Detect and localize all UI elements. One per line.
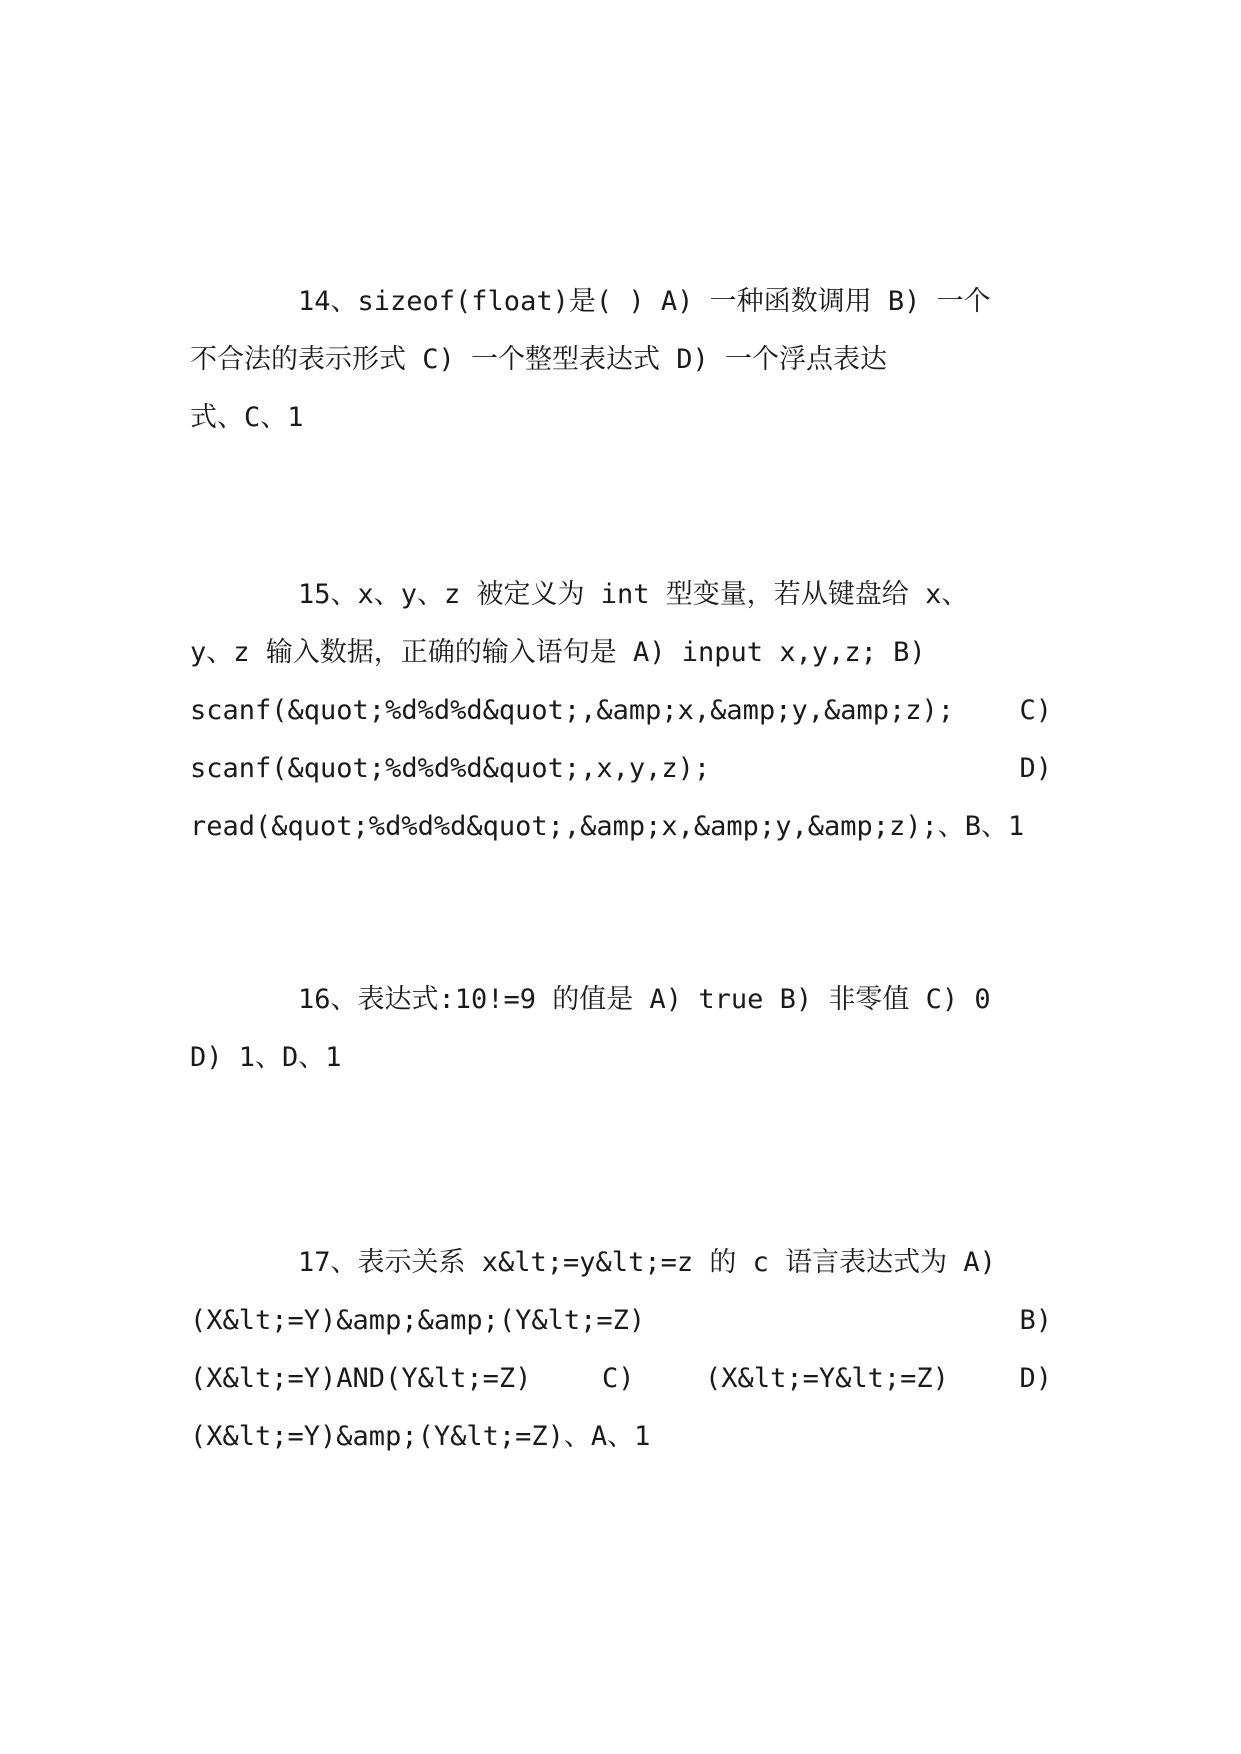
question-line: D) 1、D、1: [190, 1042, 342, 1073]
option-b-text: (X&lt;=Y)AND(Y&lt;=Z): [190, 1363, 532, 1394]
question-line: 式、C、1: [190, 402, 304, 433]
question-14: [190, 273, 1052, 447]
question-15: [190, 566, 1052, 856]
question-line: [190, 740, 1052, 798]
question-line: read(&quot;%d%d%d&quot;,&amp;x,&amp;y,&amp;z);、B、1: [190, 811, 1025, 842]
option-d-label: D): [1019, 1363, 1052, 1394]
option-b-text: scanf(&quot;%d%d%d&quot;,&amp;x,&amp;y,&amp;z);: [190, 695, 955, 726]
option-c-label: C): [1019, 695, 1052, 726]
question-line: [190, 1350, 1052, 1408]
option-a-text: (X&lt;=Y)&amp;&amp;(Y&lt;=Z): [190, 1305, 646, 1336]
question-line: 16、表达式:10!=9 的值是 A) true B) 非零值 C) 0: [298, 984, 991, 1015]
question-line: [190, 682, 1052, 740]
question-line: y、z 输入数据，正确的输入语句是 A) input x,y,z; B): [190, 637, 926, 668]
question-17: [190, 1234, 1052, 1466]
question-line: 15、x、y、z 被定义为 int 型变量，若从键盘给 x、: [298, 579, 969, 610]
option-c-text: scanf(&quot;%d%d%d&quot;,x,y,z);: [190, 753, 711, 784]
option-b-label: B): [1019, 1305, 1052, 1336]
question-line: 14、sizeof(float)是( ) A) 一种函数调用 B) 一个: [298, 286, 991, 317]
option-c-text: (X&lt;=Y&lt;=Z): [705, 1363, 949, 1394]
question-line: (X&lt;=Y)&amp;(Y&lt;=Z)、A、1: [190, 1421, 651, 1452]
question-16: [190, 971, 1052, 1087]
question-line: [190, 1292, 1052, 1350]
option-c-label: C): [601, 1363, 635, 1394]
question-line: 不合法的表示形式 C) 一个整型表达式 D) 一个浮点表达: [190, 344, 888, 375]
option-d-label: D): [1019, 753, 1052, 784]
question-line: 17、表示关系 x&lt;=y&lt;=z 的 c 语言表达式为 A): [298, 1247, 996, 1278]
